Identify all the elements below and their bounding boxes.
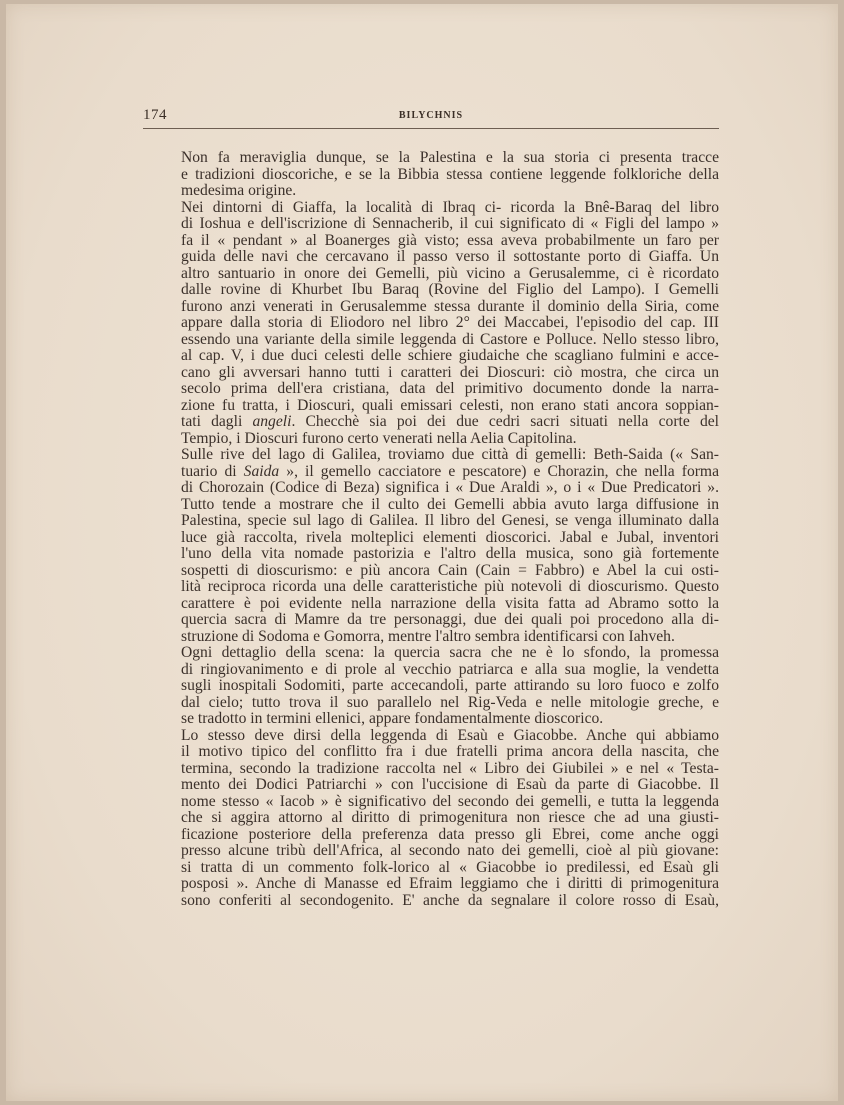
text-line: nome stesso « Iacob » è significativo del secondo dei gemelli, e tutta la leggenda: [181, 792, 719, 810]
text-line: lità reciproca ricorda una delle caratteristiche più notevoli di dioscurismo. Questo: [181, 578, 719, 595]
italic-word: angeli: [252, 413, 292, 430]
text-line: che si aggira attorno al diritto di primogenitura non riesce che ad una giusti-: [181, 809, 719, 826]
text-line: sono conferiti al secondogenito. E' anche da segnalare il colore rosso di Esaù,: [181, 891, 719, 909]
text-line: quercia sacra di Mamre da tre personaggi, due dei quali poi procedono alla di-: [181, 611, 719, 628]
text-line: sospetti di dioscurismo: e più ancora Cain (Cain = Fabbro) e Abel la cui osti-: [181, 561, 719, 579]
text-line: e tradizioni dioscoriche, e se la Bibbia stessa contiene leggende folkloriche della: [181, 165, 719, 183]
text-line: cano gli avversari hanno tutti i caratteri dei Dioscuri: ciò mostra, che circa un: [181, 363, 719, 381]
text-line: il motivo tipico del conflitto fra i due fratelli prima ancora della nascita, che: [181, 743, 719, 760]
text-line: Nei dintorni di Giaffa, la località di Ibraq ci- ricorda la Bnê-Baraq del libro: [181, 198, 719, 216]
text-line: Non fa meraviglia dunque, se la Palestina e la sua storia ci presenta tracce: [181, 149, 719, 166]
text-line: presso alcune tribù dell'Africa, al secondo nato dei gemelli, cioè al più giovane:: [181, 842, 719, 859]
paragraph-4: [143, 645, 719, 728]
running-title: BILYCHNIS: [398, 110, 464, 121]
text-line: posposi ». Anche di Manasse ed Efraim leggiamo che i diritti di primogenitura: [181, 875, 719, 892]
text-line: se tradotto in termini ellenici, appare fondamentalmente dioscorico.: [181, 710, 604, 727]
text-line: Tempio, i Dioscuri furono certo venerati nella Aelia Capitolina.: [181, 429, 577, 447]
text-line: mento dei Dodici Patriarchi » con l'uccisione di Esaù da parte di Giacobbe. Il: [181, 776, 719, 793]
text-line: altro santuario in onore dei Gemelli, più vicino a Gerusalemme, ci è ricordato: [181, 264, 719, 282]
text-line-mixed: [143, 464, 719, 481]
text-line: dalle rovine di Khurbet Ibu Baraq (Rovine del Figlio del Lampo). I Gemelli: [181, 281, 719, 298]
text-fragment: tati dagli: [181, 413, 253, 430]
text-line: si tratta di un commento folk-lorico al « Giacobbe io predilessi, ed Esaù gli: [181, 858, 719, 876]
page-header: [143, 107, 719, 129]
paragraph-1: [143, 150, 719, 200]
text-line: sugli inospitali Sodomiti, parte accecandoli, parte attirando su loro fuoco e zolfo: [181, 677, 719, 694]
text-line: fa il « pendant » al Boanerges già visto; essa aveva probabilmente un faro per: [181, 231, 719, 249]
text-line: Lo stesso deve dirsi della leggenda di Esaù e Giacobbe. Anche qui abbiamo: [181, 726, 719, 744]
text-line: di Chorozain (Codice di Beza) significa i « Due Araldi », o i « Due Predicatori ».: [181, 479, 719, 496]
text-line: ficazione posteriore della preferenza data presso gli Ebrei, come anche oggi: [181, 825, 719, 843]
text-line: carattere è poi evidente nella narrazione della visita fatta ad Abramo sotto la: [181, 594, 719, 612]
text-line: medesima origine.: [181, 182, 297, 199]
text-line: furono anzi venerati in Gerusalemme stessa durante il dominio della Siria, come: [181, 297, 719, 315]
text-line: Palestina, specie sul lago di Galilea. Il libro del Genesi, se venga illuminato dalla: [181, 512, 719, 529]
text-line: Ogni dettaglio della scena: la quercia sacra che ne è lo sfondo, la promessa: [181, 644, 719, 661]
text-line: zione fu tratta, i Dioscuri, quali emissari celesti, non erano stati ancora soppian-: [181, 396, 719, 414]
paragraph-2: [143, 200, 719, 448]
text-fragment: », il gemello cacciatore e pescatore) e Chorazin, che nella forma: [279, 462, 719, 480]
text-line: luce già raccolta, rivela molteplici elementi dioscorici. Jabal e Jubal, inventori: [181, 528, 719, 546]
text-fragment: tuario di: [181, 462, 244, 480]
text-line: struzione di Sodoma e Gomorra, mentre l'altro sembra identificarsi con Iahveh.: [181, 627, 675, 645]
text-line: di Ioshua e dell'iscrizione di Sennacherib, il cui significato di « Figli del lampo »: [181, 215, 719, 232]
italic-word: Saida: [243, 462, 280, 480]
text-line: essendo una variante della simile leggenda di Castore e Polluce. Nello stesso libro,: [181, 330, 719, 348]
text-line: dal cielo; tutto trova il suo parallelo nel Rig-Veda e nelle mitologie greche, e: [181, 693, 719, 711]
text-line: Sulle rive del lago di Galilea, troviamo due città di gemelli: Beth-Saida (« San-: [181, 446, 719, 463]
text-line: termina, secondo la tradizione raccolta nel « Libro dei Giubilei » e nel « Testa-: [181, 759, 719, 777]
paragraph-5: [143, 728, 719, 910]
text-line: di ringiovanimento e di prole al vecchio patriarca e alla sua moglie, la vendetta: [181, 660, 719, 678]
text-line: l'uno della vita nomade pastorizia e l'altro della musica, sono già fortemente: [181, 545, 719, 562]
text-line: secolo prima dell'era cristiana, data del primitivo documento donde la narra-: [181, 380, 719, 397]
text-line: Tutto tende a mostrare che il culto dei Gemelli abbia avuto larga diffusione in: [181, 495, 719, 513]
text-line: appare dalla storia di Eliodoro nel libro 2° dei Maccabei, l'episodio del cap. III: [181, 314, 719, 331]
text-line: al cap. V, i due duci celesti delle schiere giudaiche che scagliano fulmini e acce-: [181, 347, 719, 364]
text-line: guida delle navi che cercavano il passo verso il sottostante porto di Giaffa. Un: [181, 248, 719, 265]
article-body: [143, 150, 719, 909]
text-line-mixed: [143, 414, 719, 431]
header-rule: [143, 128, 719, 129]
page-number: 174: [143, 107, 167, 123]
paragraph-3: [143, 447, 719, 645]
text-fragment: . Checchè sia poi dei due cedri sacri situati nella corte del: [291, 413, 719, 430]
